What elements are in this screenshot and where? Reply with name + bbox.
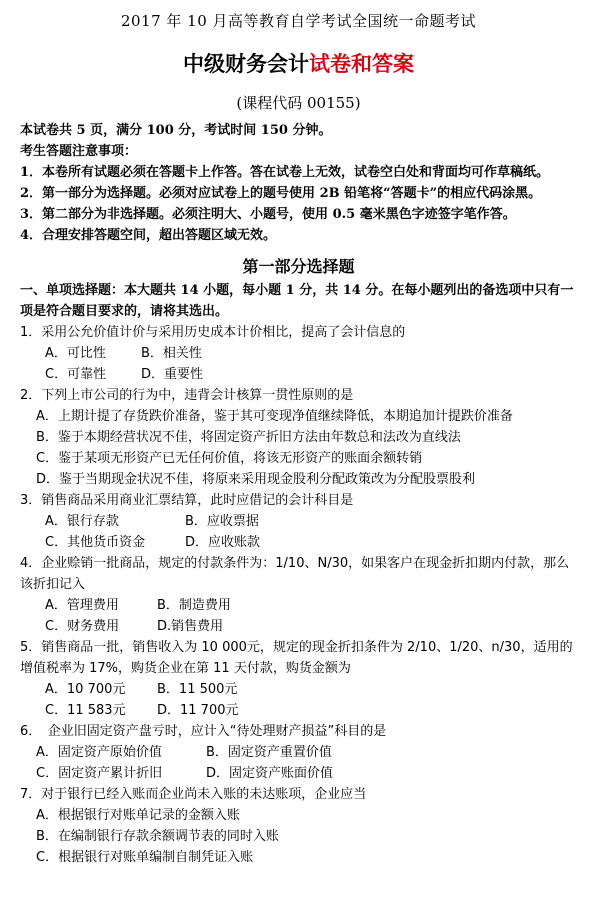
question-2-stem: 2．下列上市公司的行为中，违背会计核算一贯性原则的是 (20, 388, 354, 403)
question-1-options-row-1 (20, 343, 577, 364)
notice-item: 4．合理安排答题空间，超出答题区域无效。 (20, 228, 277, 243)
question-5-options-row-2 (20, 700, 577, 721)
option-a: A．固定资产原始价值 (36, 745, 162, 760)
notice-item: 1．本卷所有试题必须在答题卡上作答。答在试卷上无效，试卷空白处和背面均可作草稿纸。 (20, 165, 550, 180)
paper-title-suffix: 试卷和答案 (309, 51, 414, 76)
option-b: B．制造费用 (157, 598, 231, 613)
option-b: B．相关性 (141, 346, 202, 361)
option-b: B．鉴于本期经营状况不佳，将固定资产折旧方法由年数总和法改为直线法 (36, 430, 461, 445)
option-c: C．11 583元 (45, 703, 126, 718)
section-title: 第一部分选择题 (242, 257, 355, 276)
option-c: C．固定资产累计折旧 (36, 766, 163, 781)
option-d: D．固定资产账面价值 (206, 766, 334, 781)
exam-notice (20, 120, 577, 246)
option-c: C．鉴于某项无形资产已无任何价值，将该无形资产的账面余额转销 (36, 451, 423, 466)
question-3-options-row-2 (20, 532, 577, 553)
question-6-options-row-2 (20, 763, 577, 784)
option-b: B．11 500元 (157, 682, 238, 697)
question-6-stem: 6． 企业旧固定资产盘亏时，应计入“待处理财产损益”科目的是 (20, 724, 387, 739)
paper-title (20, 50, 577, 78)
option-a: A．10 700元 (45, 682, 126, 697)
question-5-stem: 5．销售商品一批，销售收入为 10 000元，规定的现金折扣条件为 2/10、1/20、n/30，适用的增值税率为 17%，购货企业在第 11 天付款，购货金额为 (20, 640, 573, 676)
question-3-options-row-1 (20, 511, 577, 532)
course-code: (课程代码 00155) (236, 94, 361, 112)
paper-title-subject: 中级财务会计 (183, 51, 309, 76)
option-c-partial: C．根据银行对账单编制自制凭证入账 (36, 850, 254, 865)
option-c: C．其他货币资金 (45, 535, 146, 550)
notice-pages-line: 本试卷共 5 页，满分 100 分，考试时间 150 分钟。 (20, 123, 332, 138)
notice-item: 2．第一部分为选择题。必须对应试卷上的题号使用 2B 铅笔将“答题卡”的相应代码涂黑。 (20, 186, 542, 201)
option-c: C．财务费用 (45, 619, 120, 634)
option-d: D．应收账款 (185, 535, 261, 550)
option-a: A．可比性 (45, 346, 106, 361)
option-d: D．11 700元 (157, 703, 239, 718)
question-4-options-row-1 (20, 595, 577, 616)
option-c: C．可靠性 (45, 367, 107, 382)
question-1-options-row-2 (20, 364, 577, 385)
option-b: B．应收票据 (185, 514, 259, 529)
option-b: B．固定资产重置价值 (206, 745, 332, 760)
question-3-stem: 3．销售商品采用商业汇票结算，此时应借记的会计科目是 (20, 493, 354, 508)
option-d: D.销售费用 (157, 619, 224, 634)
question-1-stem: 1．采用公允价值计价与采用历史成本计价相比，提高了会计信息的 (20, 325, 406, 340)
question-5-options-row-1 (20, 679, 577, 700)
notice-item: 3．第二部分为非选择题。必须注明大、小题号，使用 0.5 毫米黑色字迹签字笔作答。 (20, 207, 516, 222)
question-4-stem: 4．企业赊销一批商品，规定的付款条件为：1/10、N/30，如果客户在现金折扣期内付款，那么该折扣记入 (20, 556, 570, 592)
exam-session-line: 2017 年 10 月高等教育自学考试全国统一命题考试 (120, 12, 477, 30)
option-b: B．在编制银行存款余额调节表的同时入账 (36, 829, 279, 844)
option-d: D．重要性 (141, 367, 204, 382)
option-a: A．根据银行对账单记录的金额入账 (36, 808, 240, 823)
question-6-options-row-1 (20, 742, 577, 763)
option-a: A．银行存款 (45, 514, 119, 529)
notice-heading: 考生答题注意事项： (20, 144, 138, 159)
question-7-stem: 7．对于银行已经入账而企业尚未入账的未达账项，企业应当 (20, 787, 367, 802)
question-4-options-row-2 (20, 616, 577, 637)
option-d: D．鉴于当期现金状况不佳，将原来采用现金股利分配政策改为分配股票股利 (36, 472, 476, 487)
option-a: A．管理费用 (45, 598, 119, 613)
option-a: A．上期计提了存货跌价准备，鉴于其可变现净值继续降低，本期追加计提跌价准备 (36, 409, 513, 424)
section-instruction: 一、单项选择题：本大题共 14 小题，每小题 1 分，共 14 分。在每小题列出的备选项中只有一项是符合题目要求的，请将其选出。 (20, 283, 574, 319)
